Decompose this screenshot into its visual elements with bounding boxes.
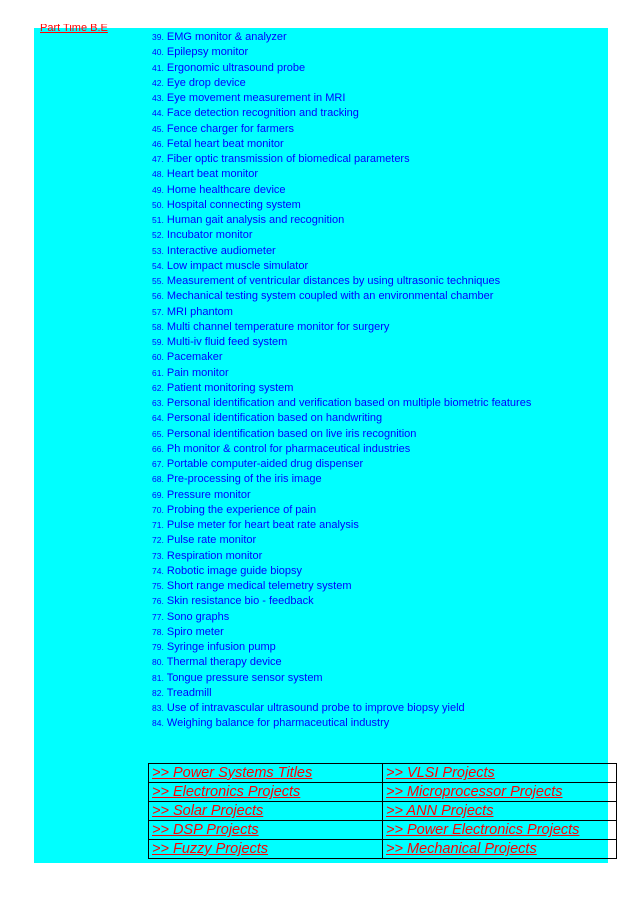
list-item xyxy=(152,366,531,381)
list-item-number: 44. xyxy=(152,108,164,119)
link-row xyxy=(149,802,617,821)
list-item xyxy=(152,289,531,304)
list-item-text: Pain monitor xyxy=(166,366,229,379)
list-item-number: 74. xyxy=(152,565,164,576)
list-item xyxy=(152,45,531,60)
list-item xyxy=(152,549,531,564)
list-item-number: 42. xyxy=(152,77,164,88)
list-item xyxy=(152,564,531,579)
list-item xyxy=(152,457,531,472)
list-item-text: Pulse meter for heart beat rate analysis xyxy=(166,519,359,531)
list-item-text: Heart beat monitor xyxy=(166,168,258,181)
list-item xyxy=(152,152,531,167)
list-item-number: 39. xyxy=(152,32,164,42)
list-item xyxy=(152,442,531,457)
list-item-number: 68. xyxy=(152,474,164,485)
list-item-number: 56. xyxy=(152,291,164,302)
list-item xyxy=(152,686,531,701)
list-item-number: 41. xyxy=(152,62,164,73)
list-item xyxy=(152,259,531,274)
list-item-text: EMG monitor & analyzer xyxy=(166,31,287,43)
list-item-number: 73. xyxy=(152,550,164,561)
link-row xyxy=(149,821,617,840)
project-category-link[interactable]: >> Solar Projects xyxy=(149,802,383,821)
list-item-text: Tongue pressure sensor system xyxy=(166,671,323,684)
list-item-text: Weighing balance for pharmaceutical industry xyxy=(166,717,390,730)
list-item xyxy=(152,167,531,182)
list-item-number: 52. xyxy=(152,230,164,241)
list-item xyxy=(152,350,531,365)
list-item xyxy=(152,137,531,152)
list-item xyxy=(152,488,531,503)
list-item-number: 43. xyxy=(152,93,164,103)
list-item-text: Interactive audiometer xyxy=(166,244,276,257)
list-item-text: Spiro meter xyxy=(166,625,224,638)
list-item-number: 59. xyxy=(152,337,164,347)
list-item-number: 80. xyxy=(152,657,164,668)
list-item-number: 49. xyxy=(152,184,164,195)
list-item-number: 71. xyxy=(152,520,164,530)
list-item-number: 75. xyxy=(152,581,164,591)
project-category-link[interactable]: >> Electronics Projects xyxy=(149,783,383,802)
list-item xyxy=(152,122,531,137)
list-item-text: Measurement of ventricular distances by using ultrasonic techniques xyxy=(166,275,501,287)
list-item-text: Incubator monitor xyxy=(166,229,253,242)
list-item-text: Multi channel temperature monitor for surgery xyxy=(166,320,390,333)
project-category-link[interactable]: >> DSP Projects xyxy=(149,821,383,840)
list-item-number: 70. xyxy=(152,504,164,515)
project-category-link[interactable]: >> Power Electronics Projects xyxy=(383,821,617,840)
list-item-number: 61. xyxy=(152,367,164,378)
list-item xyxy=(152,320,531,335)
list-item-text: Use of intravascular ultrasound probe to improve biopsy yield xyxy=(166,702,465,714)
list-item-number: 51. xyxy=(152,215,164,225)
list-item-text: Eye drop device xyxy=(166,76,246,89)
list-item-text: Low impact muscle simulator xyxy=(166,259,309,272)
list-item-text: Probing the experience of pain xyxy=(166,503,317,516)
list-item-number: 64. xyxy=(152,413,164,424)
list-item xyxy=(152,61,531,76)
list-item xyxy=(152,30,531,45)
list-item-number: 81. xyxy=(152,672,164,683)
list-item-number: 45. xyxy=(152,123,164,134)
list-item xyxy=(152,76,531,91)
list-item-number: 83. xyxy=(152,703,164,713)
list-item-text: Ergonomic ultrasound probe xyxy=(166,61,306,74)
list-item xyxy=(152,411,531,426)
list-item-text: Personal identification and verification based on multiple biometric features xyxy=(166,397,532,409)
list-item xyxy=(152,594,531,609)
list-item-text: Personal identification based on handwriting xyxy=(166,412,383,425)
list-item-number: 55. xyxy=(152,276,164,286)
list-item-text: Sono graphs xyxy=(166,610,230,623)
project-links-table xyxy=(148,763,617,859)
list-item-text: Fiber optic transmission of biomedical parameters xyxy=(166,153,410,165)
list-item-number: 67. xyxy=(152,459,164,469)
link-row xyxy=(149,783,617,802)
list-item-number: 54. xyxy=(152,260,164,271)
list-item xyxy=(152,518,531,533)
project-list xyxy=(152,30,531,732)
list-item-number: 66. xyxy=(152,443,164,454)
list-item-text: Pressure monitor xyxy=(166,488,251,501)
list-item-text: Fetal heart beat monitor xyxy=(166,137,284,150)
list-item-text: Mechanical testing system coupled with an environmental chamber xyxy=(166,290,494,303)
list-item xyxy=(152,579,531,594)
list-item-number: 47. xyxy=(152,154,164,164)
list-item-text: Portable computer-aided drug dispenser xyxy=(166,458,364,470)
project-category-link[interactable]: >> ANN Projects xyxy=(383,802,617,821)
list-item-number: 69. xyxy=(152,489,164,500)
list-item xyxy=(152,91,531,106)
list-item-text: Pacemaker xyxy=(166,351,223,364)
list-item xyxy=(152,396,531,411)
list-item xyxy=(152,198,531,213)
list-item-text: Pulse rate monitor xyxy=(166,534,257,547)
list-item-text: Multi-iv fluid feed system xyxy=(166,336,288,348)
list-item xyxy=(152,274,531,289)
list-item-text: Skin resistance bio - feedback xyxy=(166,595,314,608)
list-item-text: MRI phantom xyxy=(166,305,233,318)
list-item-text: Epilepsy monitor xyxy=(166,46,249,59)
list-item-number: 77. xyxy=(152,611,164,622)
list-item-number: 57. xyxy=(152,306,164,317)
list-item-text: Home healthcare device xyxy=(166,183,286,196)
list-item-number: 82. xyxy=(152,687,164,698)
list-item-text: Fence charger for farmers xyxy=(166,122,295,135)
list-item-number: 72. xyxy=(152,535,164,546)
list-item-text: Thermal therapy device xyxy=(166,656,282,669)
list-item xyxy=(152,335,531,350)
list-item-number: 78. xyxy=(152,626,164,637)
list-item xyxy=(152,106,531,121)
project-category-link[interactable]: >> Microprocessor Projects xyxy=(383,783,617,802)
list-item-text: Short range medical telemetry system xyxy=(166,580,352,592)
list-item xyxy=(152,655,531,670)
list-item xyxy=(152,305,531,320)
list-item xyxy=(152,610,531,625)
list-item-number: 63. xyxy=(152,398,164,408)
list-item xyxy=(152,701,531,716)
part-time-be-link[interactable]: Part Time B.E xyxy=(40,24,108,34)
list-item xyxy=(152,213,531,228)
list-item-text: Syringe infusion pump xyxy=(166,641,276,653)
list-item-number: 76. xyxy=(152,596,164,607)
list-item xyxy=(152,716,531,731)
list-item xyxy=(152,183,531,198)
list-item-text: Ph monitor & control for pharmaceutical industries xyxy=(166,442,411,455)
list-item-number: 58. xyxy=(152,321,164,332)
list-item-number: 53. xyxy=(152,245,164,256)
list-item-text: Pre-processing of the iris image xyxy=(166,473,322,486)
list-item-text: Robotic image guide biopsy xyxy=(166,564,303,577)
project-category-link[interactable]: >> Mechanical Projects xyxy=(383,840,617,859)
list-item-number: 65. xyxy=(152,428,164,439)
link-row xyxy=(149,764,617,783)
list-item-number: 60. xyxy=(152,352,164,363)
list-item xyxy=(152,503,531,518)
list-item-text: Personal identification based on live iris recognition xyxy=(166,427,417,440)
project-category-link[interactable]: >> VLSI Projects xyxy=(383,764,617,783)
project-category-link[interactable]: >> Fuzzy Projects xyxy=(149,840,383,859)
list-item xyxy=(152,427,531,442)
list-item xyxy=(152,533,531,548)
list-item-text: Treadmill xyxy=(166,686,212,699)
list-item-number: 62. xyxy=(152,382,164,393)
list-item-text: Respiration monitor xyxy=(166,549,263,562)
list-item xyxy=(152,625,531,640)
list-item xyxy=(152,244,531,259)
project-category-link[interactable]: >> Power Systems Titles xyxy=(149,764,383,783)
list-item xyxy=(152,671,531,686)
list-item-text: Face detection recognition and tracking xyxy=(166,107,359,120)
list-item-text: Eye movement measurement in MRI xyxy=(166,92,346,104)
list-item-number: 84. xyxy=(152,718,164,729)
list-item-text: Human gait analysis and recognition xyxy=(166,214,345,226)
list-item-number: 50. xyxy=(152,199,164,210)
list-item-number: 48. xyxy=(152,169,164,180)
list-item-text: Patient monitoring system xyxy=(166,381,294,394)
list-item xyxy=(152,640,531,655)
list-item xyxy=(152,381,531,396)
list-item-number: 40. xyxy=(152,47,164,58)
list-item xyxy=(152,472,531,487)
link-row xyxy=(149,840,617,859)
list-item-number: 46. xyxy=(152,138,164,149)
list-item-number: 79. xyxy=(152,642,164,652)
list-item xyxy=(152,228,531,243)
list-item-text: Hospital connecting system xyxy=(166,198,301,211)
